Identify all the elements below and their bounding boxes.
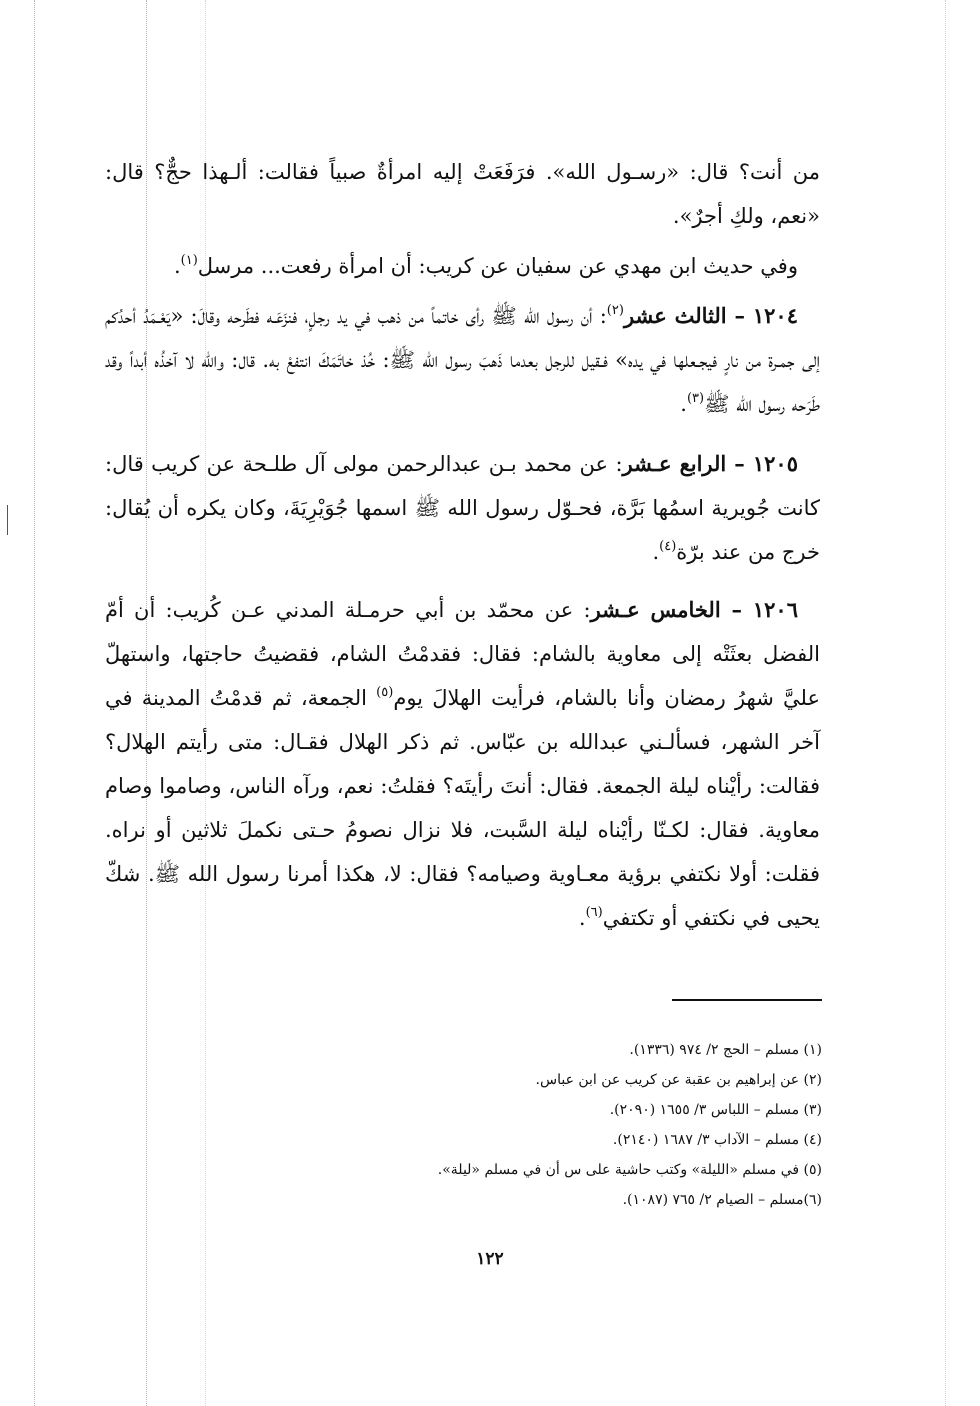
page-number: ١٢٢	[476, 1249, 504, 1269]
hadith-1206	[105, 588, 820, 940]
hadith-text: : أن رسول الله ﷺ رأى خاتماً من ذهب في يد رجلٍ، فنزَعَـه فطَرحه وقالَ: «يَعْـمَدُ أحدُكم إلى جمـرة من نارٍ فيجـعلها في يده» فـقيل للرجل بعدما ذَهبَ رسول الله ﷺ: خُذ خاتَمَكَ انتفعْ به. قال: والله لا آخذُه أبداً وقد طَرَحه رسول الله ﷺ	[105, 304, 820, 416]
paragraph-tail: .	[652, 540, 660, 564]
paragraph-intro	[105, 150, 820, 238]
footnote-separator	[672, 999, 822, 1001]
hadith-1204	[105, 294, 820, 426]
footnotes	[420, 1035, 822, 1215]
hadith-text: : عن محمّد بن أبي حرمـلة المدني عـن كُريب: أن أمّ الفضل بعثَتْه إلى معاوية بالشام: فقال: فقدمْتُ الشام، فقضيتُ حاجتها، واستهلّ عليَّ شهرُ رمضان وأنا بالشام، فرأيت الهلالَ يوم	[105, 598, 820, 710]
paragraph-tail: .	[578, 906, 586, 930]
hadith-heading: ١٢٠٥ – الرابع عـشر	[622, 451, 798, 476]
hadith-heading: ١٢٠٤ – الثالث عشر	[623, 303, 798, 328]
footnote-item: (٣) مسلم – اللباس ٣/ ١٦٥٥ (٢٠٩٠).	[609, 1102, 822, 1118]
paragraph-tail: .	[680, 392, 687, 416]
paragraph-text: وفي حديث ابن مهدي عن سفيان عن كريب: أن امرأة رفعت... مرسل	[197, 254, 798, 278]
hadith-text-continued: الجمعة، ثم قدمْتُ المدينة في آخر الشهر، فسألـني عبدالله بن عبّاس. ثم ذكر الهلال فقـال: متى رأيتم الهلال؟ فقالت: رأيْناه ليلة الجمعة. فقال: أنتَ رأيتَه؟ فقلتُ: نعم، ورآه الناس، وصاموا وصام معاوية. فقال: لكـنّا رأيْناه ليلة السَّبت، فلا نزال نصومُ حـتى نكملَ ثلاثين أو نراه. فقلت: أولا نكتفي برؤية معـاوية وصيامه؟ فقال: لا، هكذا أمرنا رسول الله ﷺ. شكّ يحيى في نكتفي أو تكتفي	[105, 686, 820, 930]
scan-edge-mark	[7, 505, 8, 535]
footnote-ref: (٦)	[585, 905, 603, 920]
hadith-heading: ١٢٠٦ – الخامس عـشر	[590, 597, 798, 622]
footnote-ref: (٢)	[606, 303, 624, 318]
scan-guide-line	[34, 0, 35, 1406]
paragraph-text: من أنت؟ قال: «رسـول الله». فرَفَعَتْ إليه امرأةٌ صبياً فقالت: ألـهذا حجٌّ؟ قال: «نعم، ولكِ أجرٌ».	[105, 160, 820, 228]
footnote-item: (٤) مسلم – الآداب ٣/ ١٦٨٧ (٢١٤٠).	[612, 1132, 822, 1148]
scan-guide-line	[945, 0, 946, 1406]
hadith-1205	[105, 442, 820, 574]
footnote-item: (٢) عن إبراهيم بن عقبة عن كريب عن ابن عباس.	[535, 1072, 822, 1088]
hadith-text: : عن محمد بـن عبدالرحمن مولى آل طلـحة عن كريب قال: كانت جُويرية اسمُها بَرَّة، فحـوّل رسول الله ﷺ اسمها جُوَيْرِيَةَ، وكان يكره أن يُقال: خرج من عند برّة	[105, 452, 820, 564]
footnote-ref: (٤)	[659, 539, 677, 554]
paragraph-tail: .	[173, 254, 181, 278]
footnote-ref: (١)	[180, 253, 198, 268]
footnote-ref: (٣)	[686, 391, 705, 406]
main-text	[105, 150, 820, 940]
footnote-item: (٥) في مسلم «الليلة» وكتب حاشية على س أن في مسلم «ليلة».	[437, 1162, 822, 1178]
footnote-item: (١) مسلم – الحج ٢/ ٩٧٤ (١٣٣٦).	[629, 1042, 822, 1058]
footnote-item: (٦)مسلم – الصيام ٢/ ٧٦٥ (١٠٨٧).	[622, 1192, 822, 1208]
paragraph-intro-note	[105, 244, 820, 288]
footnote-ref: (٥)	[376, 685, 394, 700]
